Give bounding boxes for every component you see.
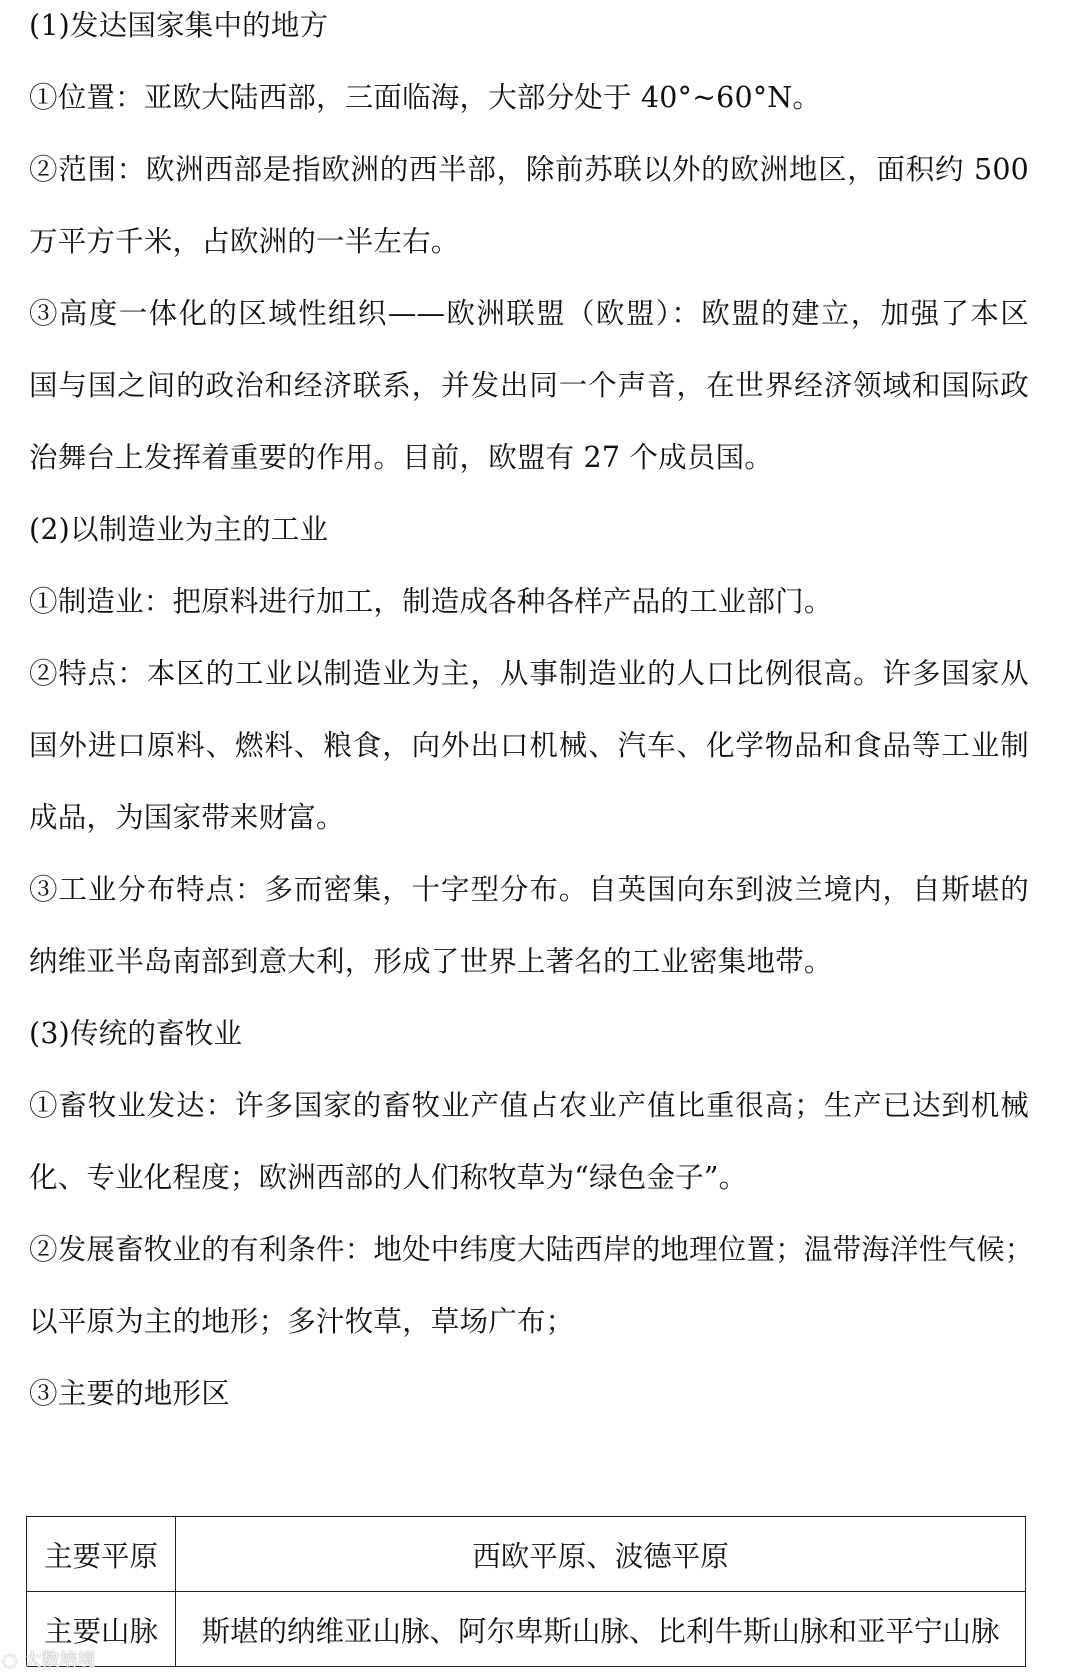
paragraph-line: 以平原为主的地形；多汁牧草，草场广布； <box>29 1305 575 1338</box>
table-cell-label: 主要平原 <box>27 1517 176 1592</box>
table-cell-value: 斯堪的纳维亚山脉、阿尔卑斯山脉、比利牛斯山脉和亚平宁山脉 <box>176 1592 1026 1667</box>
terrain-table <box>26 1516 1026 1667</box>
paragraph-line: ③工业分布特点：多而密集，十字型分布。自英国向东到波兰境内，自斯堪的 <box>29 873 1029 906</box>
table-cell-label: 主要山脉 <box>27 1592 176 1667</box>
watermark-logo-icon: ◌ <box>2 1650 18 1671</box>
paragraph-line: 国外进口原料、燃料、粮食，向外出口机械、汽车、化学物品和食品等工业制 <box>29 729 1029 762</box>
paragraph-line: ①畜牧业发达：许多国家的畜牧业产值占农业产值比重很高；生产已达到机械 <box>29 1089 1029 1122</box>
paragraph-line: ③高度一体化的区域性组织——欧洲联盟（欧盟）：欧盟的建立，加强了本区 <box>29 297 1029 330</box>
table-cell-value: 西欧平原、波德平原 <box>176 1517 1026 1592</box>
table-row <box>27 1517 1026 1592</box>
paragraph-line: 化、专业化程度；欧洲西部的人们称牧草为“绿色金子”。 <box>29 1161 748 1194</box>
section-heading-3: (3)传统的畜牧业 <box>29 1017 243 1050</box>
paragraph-line: 国与国之间的政治和经济联系，并发出同一个声音，在世界经济领域和国际政 <box>29 369 1029 402</box>
watermark <box>2 1646 95 1672</box>
section-heading-2: (2)以制造业为主的工业 <box>29 513 329 546</box>
paragraph-line: ③主要的地形区 <box>29 1377 230 1410</box>
paragraph-line: 纳维亚半岛南部到意大利，形成了世界上著名的工业密集地带。 <box>29 945 833 978</box>
paragraph-line: ②发展畜牧业的有利条件：地处中纬度大陆西岸的地理位置；温带海洋性气候； <box>29 1233 1034 1266</box>
watermark-text: 大数培境 <box>23 1650 96 1671</box>
section-heading-1: (1)发达国家集中的地方 <box>29 9 329 42</box>
paragraph-line: ②特点：本区的工业以制造业为主，从事制造业的人口比例很高。许多国家从 <box>29 657 1029 690</box>
paragraph-line: 治舞台上发挥着重要的作用。目前，欧盟有 27 个成员国。 <box>29 441 773 474</box>
paragraph-line: 成品，为国家带来财富。 <box>29 801 345 834</box>
paragraph-line: ②范围：欧洲西部是指欧洲的西半部，除前苏联以外的欧洲地区，面积约 500 <box>29 153 1029 186</box>
paragraph-line: 万平方千米，占欧洲的一半左右。 <box>29 225 460 258</box>
paragraph-line: ①制造业：把原料进行加工，制造成各种各样产品的工业部门。 <box>29 585 833 618</box>
table-row <box>27 1592 1026 1667</box>
paragraph-line: ①位置：亚欧大陆西部，三面临海，大部分处于 40°~60°N。 <box>29 81 822 114</box>
